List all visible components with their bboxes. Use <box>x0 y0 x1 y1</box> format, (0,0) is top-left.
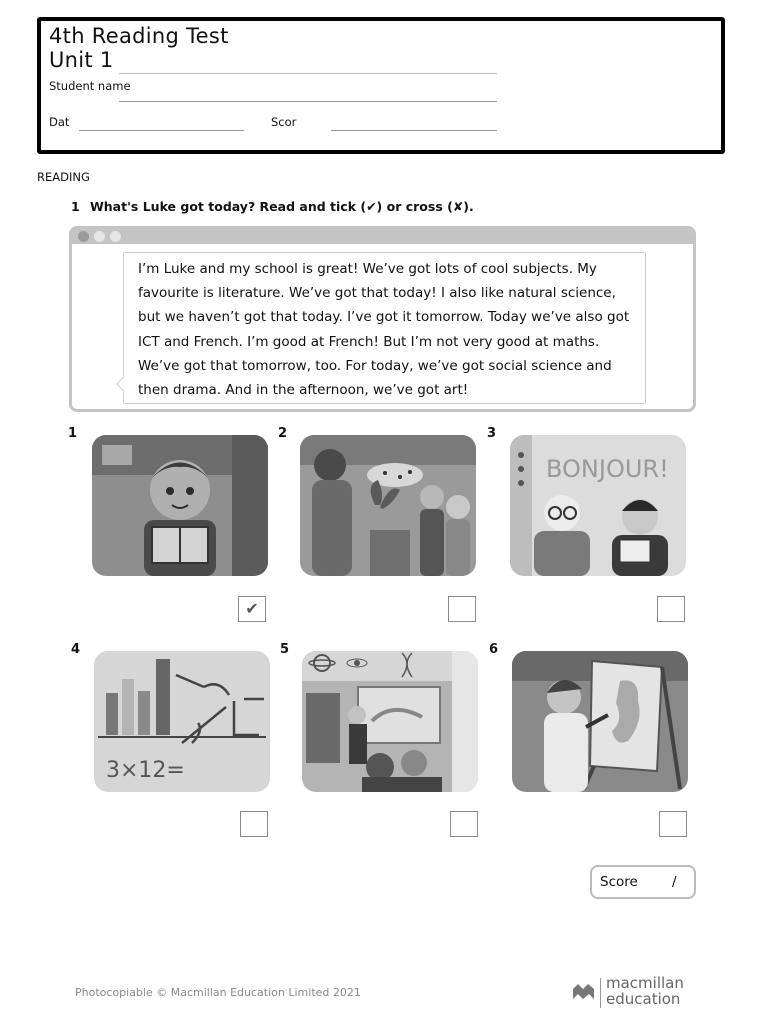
score-label: Scor <box>271 115 297 129</box>
item-number-3: 3 <box>487 426 497 441</box>
test-title <box>49 24 229 72</box>
title-line-1: 4th Reading Test <box>49 24 229 48</box>
item-number-1: 1 <box>68 426 78 441</box>
section-heading: READING <box>37 170 90 184</box>
student-name-field[interactable] <box>119 101 497 102</box>
brand-text <box>606 976 684 1007</box>
answer-checkbox-3[interactable] <box>657 596 685 622</box>
svg-text:BONJOUR!: BONJOUR! <box>546 455 669 483</box>
item-number-4: 4 <box>71 642 81 657</box>
window-title-bar <box>72 229 693 244</box>
title-line-2: Unit 1 <box>49 48 114 72</box>
picture-social-science <box>302 651 478 792</box>
picture-art <box>512 651 688 792</box>
copyright-footer: Photocopiable © Macmillan Education Limited 2021 <box>75 986 361 999</box>
window-dot-icon <box>78 231 89 242</box>
score-box-slash: / <box>672 874 677 890</box>
picture-french <box>510 435 686 576</box>
item-number-2: 2 <box>278 426 288 441</box>
answer-checkbox-2[interactable] <box>448 596 476 622</box>
picture-maths <box>94 651 270 792</box>
title-underline <box>119 73 497 74</box>
item-number-5: 5 <box>280 642 290 657</box>
window-dot-icon <box>94 231 105 242</box>
header-box <box>37 17 725 154</box>
answer-checkbox-4[interactable] <box>240 811 268 837</box>
svg-text:3×12=: 3×12= <box>106 758 185 783</box>
macmillan-logo <box>572 976 702 1012</box>
passage-window <box>69 226 696 412</box>
brand-line-1: macmillan <box>606 974 684 992</box>
score-field[interactable] <box>331 130 497 131</box>
score-box-label: Score <box>600 874 638 890</box>
picture-natural-science <box>300 435 476 576</box>
score-box[interactable] <box>590 865 696 899</box>
passage-text: I’m Luke and my school is great! We’ve got lots of cool subjects. My favourite is literature. We’ve got that today! I also like natural science, but we haven’t got that today. I’ve got it tomorrow. Today we’ve also got ICT and French. I’m good at French! But I’m not very good at maths. We’ve got that tomorrow, too. For today, we’ve got social science and then drama. And in the afternoon, we’ve got art! <box>138 261 630 399</box>
student-name-label: Student name <box>49 79 131 93</box>
logo-separator <box>600 978 601 1008</box>
macmillan-m-icon <box>572 981 596 1001</box>
question-1 <box>71 199 474 214</box>
question-text: What's Luke got today? Read and tick (✔) or cross (✘). <box>90 199 474 214</box>
social-science-class-icon <box>302 651 478 792</box>
passage-box <box>123 252 646 404</box>
window-dot-icon <box>110 231 121 242</box>
science-class-icon <box>300 435 476 576</box>
picture-literature <box>92 435 268 576</box>
date-field[interactable] <box>79 130 244 131</box>
brand-line-2: education <box>606 989 681 1008</box>
boy-reading-icon <box>92 435 268 576</box>
answer-checkbox-6[interactable] <box>659 811 687 837</box>
answer-checkbox-5[interactable] <box>450 811 478 837</box>
maths-chart-icon <box>94 651 270 792</box>
question-number: 1 <box>71 199 80 214</box>
date-label: Dat <box>49 115 70 129</box>
art-painting-icon <box>512 651 688 792</box>
answer-checkbox-1[interactable]: ✔ <box>238 596 266 622</box>
french-class-icon <box>510 435 686 576</box>
item-number-6: 6 <box>489 642 499 657</box>
